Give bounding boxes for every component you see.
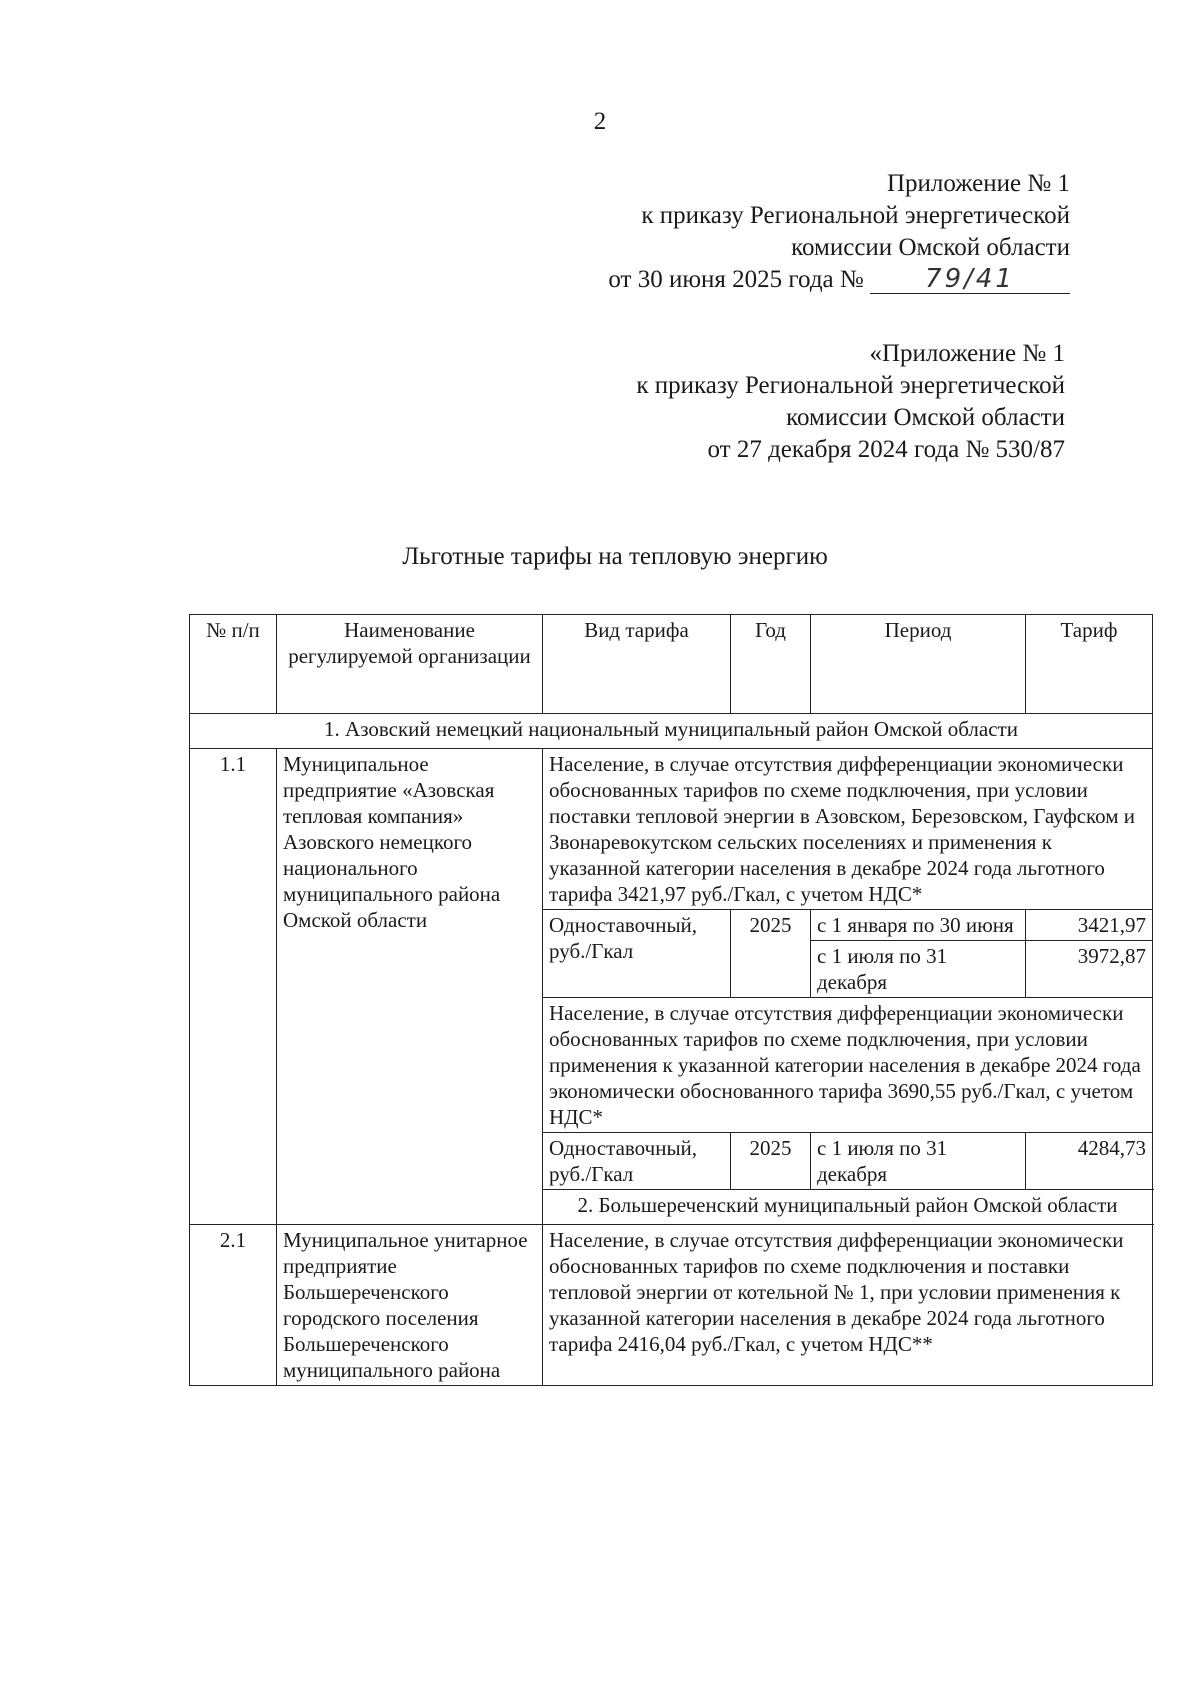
page-number: 2	[593, 108, 607, 135]
table-header-row	[190, 615, 1153, 714]
row-number: 2.1	[190, 1225, 277, 1386]
appendix-date: от 30 июня 2025 года №	[608, 266, 864, 293]
tariff-year: 2025	[731, 1133, 811, 1190]
tariff-period: с 1 января по 30 июня	[811, 910, 1026, 941]
tariffs-table	[189, 614, 1153, 1386]
prev-appendix-title: «Приложение № 1	[869, 340, 1065, 367]
previous-appendix-header	[636, 338, 1065, 466]
tariff-period: с 1 июля по 31 декабря	[811, 1133, 1026, 1190]
appendix-header	[608, 168, 1070, 296]
condition-text: Население, в случае отсутствия дифференциации экономически обоснованных тарифов по схеме подключения и поставки тепловой энергии от котельной № 1, при условии применения к указанной категории населения в декабре 2024 года льготного тарифа 2416,04 руб./Гкал, с учетом НДС**	[543, 1225, 1153, 1386]
tariff-period: с 1 июля по 31 декабря	[811, 941, 1026, 998]
appendix-order-line: к приказу Региональной энергетической	[641, 202, 1070, 229]
appendix-commission-line: комиссии Омской области	[791, 234, 1070, 261]
header-year: Год	[731, 615, 811, 714]
section-row	[190, 714, 1153, 749]
header-tariff: Тариф	[1026, 615, 1153, 714]
prev-appendix-commission-line: комиссии Омской области	[786, 404, 1065, 431]
row-number: 1.1	[190, 749, 277, 1225]
condition-row	[190, 749, 1153, 910]
tariff-value: 4284,73	[1026, 1133, 1153, 1190]
condition-text: Население, в случае отсутствия дифференциации экономически обоснованных тарифов по схеме подключения, при условии поставки тепловой энергии в Азовском, Березовском, Гауфском и Звонаревокутском сельских поселениях и применения к указанной категории населения в декабре 2024 года льготного тарифа 3421,97 руб./Гкал, с учетом НДС*	[543, 749, 1153, 910]
tariff-value: 3421,97	[1026, 910, 1153, 941]
tariff-value: 3972,87	[1026, 941, 1153, 998]
prev-appendix-order-line: к приказу Региональной энергетической	[636, 372, 1065, 399]
header-period: Период	[811, 615, 1026, 714]
appendix-date-line	[608, 264, 1070, 296]
header-type: Вид тарифа	[543, 615, 731, 714]
appendix-title: Приложение № 1	[886, 170, 1070, 197]
section-title: 1. Азовский немецкий национальный муниципальный район Омской области	[190, 714, 1153, 749]
section-title: 2. Большереченский муниципальный район Омской области	[543, 1190, 1153, 1225]
table-title: Льготные тарифы на тепловую энергию	[402, 543, 828, 570]
header-org: Наименование регулируемой организации	[277, 615, 543, 714]
handwritten-order-number: 79/41	[870, 265, 1070, 294]
organization-name: Муниципальное унитарное предприятие Большереченского городского поселения Большереченского муниципального района	[277, 1225, 543, 1386]
condition-row	[190, 1225, 1153, 1386]
tariff-year: 2025	[731, 910, 811, 998]
prev-appendix-date-line: от 27 декабря 2024 года № 530/87	[707, 436, 1065, 463]
organization-name: Муниципальное предприятие «Азовская тепловая компания» Азовского немецкого национального муниципального района Омской области	[277, 749, 543, 1225]
condition-text: Население, в случае отсутствия дифференциации экономически обоснованных тарифов по схеме подключения, при условии применения к указанной категории населения в декабре 2024 года экономически обоснованного тарифа 3690,55 руб./Гкал, с учетом НДС*	[543, 998, 1153, 1133]
tariff-type: Одноставочный, руб./Гкал	[543, 1133, 731, 1190]
header-num: № п/п	[190, 615, 277, 714]
tariff-type: Одноставочный, руб./Гкал	[543, 910, 731, 998]
